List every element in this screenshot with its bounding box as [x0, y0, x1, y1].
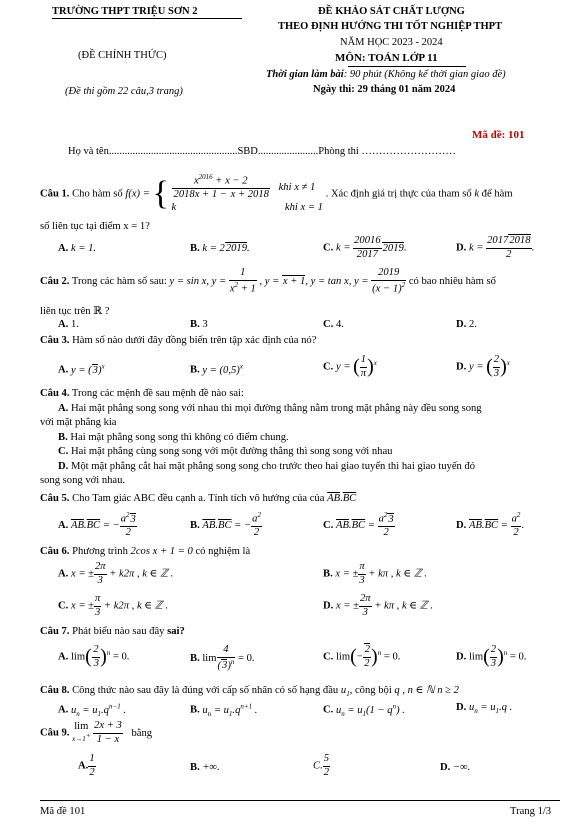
time-value: : 90 phút (Không kể thời gian giao đề) [343, 69, 506, 80]
q7-option-d[interactable]: D. lim( $\frac{2}{3}$ )$^n$ = 0. [456, 644, 527, 669]
question-2: Câu 2. Trong các hàm số sau: y = sin x, y = $\frac{1}{x^2 + 1}$ , y = x + 1, y = tan x, y = $\frac{2019}{(x - 1)^2}$ có bao nhiêu hàm số [40, 267, 496, 295]
q8-option-c[interactable]: C. $u_n = u_1(1 - q^n)$ . [323, 702, 405, 718]
q1-func: f(x) = [125, 188, 150, 200]
q8-option-d[interactable]: D. $u_n = u_1.q$ . [456, 702, 513, 716]
footer-page-number: Trang 1/3 [510, 806, 552, 817]
q9-option-a[interactable]: A. $\frac{1}{2}$ [78, 753, 95, 778]
question-3: Câu 3. Hàm số nào dưới đây đồng biến trên tập xác định của nó? [40, 335, 317, 346]
q2-tail: có bao nhiêu hàm số [408, 275, 496, 287]
q3-option-d[interactable]: D. y = ( $\frac{2}{3}$ )$^x$ [456, 354, 510, 379]
question-7: Câu 7. Phát biểu nào sau đây sai? [40, 626, 185, 637]
pages-note: (Đề thi gồm 22 câu,3 trang) [65, 86, 183, 97]
q7-option-b[interactable]: B. lim $\frac{4}{(3)^n}$ = 0. [190, 644, 255, 672]
exam-date: Ngày thi: 29 tháng 01 năm 2024 [313, 84, 456, 95]
q2-option-c[interactable]: C. 4. [323, 319, 344, 330]
q7-option-a[interactable]: A. lim( $\frac{2}{3}$ )$^n$ = 0. [58, 644, 130, 669]
q4-option-a-cont: với mặt phẳng kia [40, 417, 117, 428]
question-1: Câu 1. Cho hàm số f(x) = { $\frac{x^{2016} + x - 2}{2018x + 1 - x + 2018}$ khi x ≠ 1 k khi x = 1 . Xác định giá trị thực của tham số k để hàm [40, 173, 513, 213]
question-6: Câu 6. Phương trình 2cos x + 1 = 0 có nghiệm là [40, 546, 251, 557]
question-8: Câu 8. Công thức nào sau đây là đúng với cấp số nhân có số hạng đầu $u_1$, công bội q , n ∈ ℕ n ≥ 2 [40, 685, 459, 699]
q1-k: k [171, 201, 177, 213]
q1-option-b[interactable]: B. k = 22019. [190, 243, 250, 254]
q1-label: Câu 1. [40, 188, 70, 200]
q6-option-c[interactable]: C. x = ± $\frac{\pi}{3}$ + k2π , k ∈ ℤ . [58, 593, 168, 618]
q1-text-b: . Xác định giá trị thực của tham số [325, 188, 472, 200]
official-label: (ĐỀ CHÍNH THỨC) [78, 50, 167, 61]
q4-option-a[interactable]: A. Hai mặt phẳng song song với nhau thì mọi đường thẳng nằm trong mặt phẳng này đều song song [58, 403, 482, 414]
q4-option-d[interactable]: D. Một mặt phẳng cắt hai mặt phẳng song song cho trước theo hai giao tuyến thì hai giao tuyến đó [58, 461, 476, 472]
exam-title-1: ĐỀ KHẢO SÁT CHẤT LƯỢNG [318, 6, 465, 17]
q2-option-d[interactable]: D. 2. [456, 319, 477, 330]
q7-option-c[interactable]: C. lim(− $\frac{2}{2}$ )$^n$ = 0. [323, 644, 401, 669]
q1-option-a[interactable]: A. k = 1. [58, 243, 97, 254]
q1-brace: { [152, 174, 169, 212]
question-5: Câu 5. Cho Tam giác ABC đều cạnh a. Tính tích vô hướng của của $\overline{AB}.\overline{BC}$ [40, 493, 357, 504]
q4-option-b[interactable]: B. Hai mặt phẳng song song thì không có điểm chung. [58, 432, 289, 443]
q9-option-b[interactable]: B. +∞. [190, 762, 220, 773]
q2-option-b[interactable]: B. 3 [190, 319, 208, 330]
school-year: NĂM HỌC 2023 - 2024 [340, 37, 443, 48]
candidate-info-line: Họ và tên.................................................SBD.......................Phòng thi ……………………… [68, 146, 456, 157]
q6-option-d[interactable]: D. x = ± $\frac{2\pi}{3}$ + kπ , k ∈ ℤ . [323, 593, 433, 618]
question-9: Câu 9. lim x→1+ $\frac{2x + 3}{1 - x}$ bằng [40, 720, 153, 745]
q4-option-d-cont: song song với nhau. [40, 475, 126, 486]
q1-case1-cond: khi x ≠ 1 [278, 181, 316, 193]
q1-cases [172, 174, 323, 214]
q2-option-a[interactable]: A. 1. [58, 319, 79, 330]
q2-line2: liên tục trên ℝ ? [40, 306, 110, 317]
q9-option-c[interactable]: C. $\frac{5}{2}$ [313, 753, 330, 778]
subject-underline [348, 66, 466, 67]
q1-option-c[interactable]: C. k = $\frac{20016}{2017}$ 2019. [323, 235, 407, 260]
footer-exam-code: Mã đề 101 [40, 806, 86, 817]
footer-divider [40, 800, 560, 801]
q4-option-c[interactable]: C. Hai mặt phẳng cùng song song với một đường thẳng thì song song với nhau [58, 446, 393, 457]
q6-option-a[interactable]: A. x = ± $\frac{2\pi}{3}$ + k2π , k ∈ ℤ . [58, 561, 174, 586]
school-underline [52, 18, 242, 19]
q3-option-a[interactable]: A. $y = (3)^x$ [58, 362, 105, 376]
q1-text: Cho hàm số [72, 188, 123, 200]
q1-line2: số liên tục tại điểm x = 1? [40, 221, 150, 232]
q5-option-a[interactable]: A. $\overline{AB}.\overline{BC}$ = − $\frac{a^23}{2}$ [58, 511, 136, 539]
q6-option-b[interactable]: B. x = ± $\frac{\pi}{3}$ + kπ , k ∈ ℤ . [323, 561, 428, 586]
exam-code: Mã đề: 101 [472, 129, 525, 141]
exam-title-2: THEO ĐỊNH HƯỚNG THI TỐT NGHIỆP THPT [278, 21, 503, 32]
q5-option-d[interactable]: D. $\overline{AB}.\overline{BC}$ = $\frac{a^2}{2}$ . [456, 511, 525, 539]
question-4: Câu 4. Trong các mệnh đề sau mệnh đề nào sai: [40, 388, 244, 399]
q2-label: Câu 2. [40, 275, 70, 287]
school-name: TRƯỜNG THPT TRIỆU SƠN 2 [52, 6, 198, 17]
q9-option-d[interactable]: D. −∞. [440, 762, 471, 773]
q1-fraction: $\frac{x^{2016} + x - 2}{2018x + 1 - x + 2018}$ [173, 173, 269, 201]
q8-option-b[interactable]: B. $u_n = u_1.q^{n+1}$ . [190, 702, 258, 718]
q3-option-b[interactable]: B. $y = (0,5)^x$ [190, 362, 243, 376]
q5-option-b[interactable]: B. $\overline{AB}.\overline{BC}$ = − $\frac{a^2}{2}$ [190, 511, 261, 539]
q1-case2-cond: khi x = 1 [284, 201, 323, 213]
q2-text: Trong các hàm số sau: [71, 275, 167, 287]
time-label: Thời gian làm bài [266, 69, 344, 80]
q8-option-a[interactable]: A. $u_n = u_1.q^{n-1}$ . [58, 702, 126, 718]
q5-option-c[interactable]: C. $\overline{AB}.\overline{BC}$ = $\frac{a^23}{2}$ [323, 511, 394, 539]
time-line [266, 69, 506, 80]
q1-option-d[interactable]: D. k = $\frac{20172018}{2}$ . [456, 235, 535, 260]
subject: MÔN: TOÁN LỚP 11 [335, 52, 438, 64]
q1-text-c: để hàm [481, 188, 513, 200]
q3-option-c[interactable]: C. y = ( $\frac{1}{\pi}$ )$^x$ [323, 354, 377, 379]
